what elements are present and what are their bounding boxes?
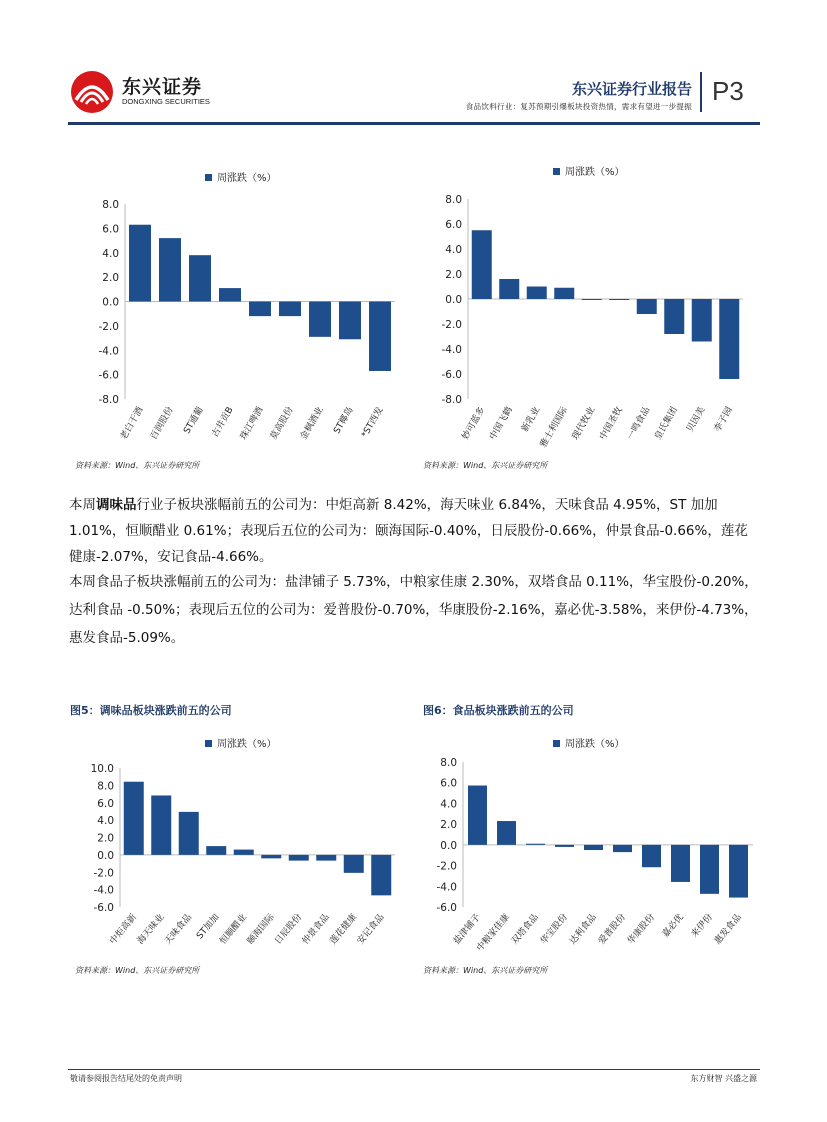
x-tick-label: 百润股份 <box>148 405 176 442</box>
bar <box>234 850 254 855</box>
bar <box>344 855 364 873</box>
bar <box>527 287 547 300</box>
y-tick-label: 2.0 <box>102 272 119 285</box>
p1-body: 行业子板块涨幅前五的公司为：中炬高新 8.42%，海天味业 6.84%，天味食品 4.95%，ST 加加 1.01%，恒顺醋业 0.61%；表现后五位的公司为：颐海国际-0.40%，日辰股份-0.66%，仲景食品-0.66%，莲花健康-2.07%，安记食品-4.66%。 <box>69 497 748 565</box>
y-tick-label: 6.0 <box>102 223 119 236</box>
legend-swatch <box>553 168 560 175</box>
bar <box>369 302 391 371</box>
bar <box>219 288 241 301</box>
x-tick-label: 恒顺醋业 <box>218 912 250 947</box>
y-tick-label: 8.0 <box>445 194 462 206</box>
y-tick-label: 2.0 <box>440 819 457 832</box>
header-rule <box>68 122 760 125</box>
figure-6-title: 图6：食品板块涨跌前五的公司 <box>423 704 574 717</box>
chart-4 <box>423 730 763 960</box>
bar <box>729 845 748 898</box>
bar <box>497 821 516 845</box>
x-tick-label: 仲景食品 <box>300 912 332 947</box>
x-tick-label: 中炬高新 <box>108 912 140 947</box>
header-divider <box>700 72 702 112</box>
y-tick-label: -4.0 <box>93 884 114 897</box>
x-tick-label: 贝因美 <box>685 405 708 434</box>
y-tick-label: 0.0 <box>97 849 114 862</box>
x-tick-label: 中粮家佳康 <box>475 912 512 954</box>
bar <box>609 299 629 300</box>
x-tick-label: 盐津铺子 <box>451 912 483 947</box>
x-tick-label: 颐海国际 <box>245 912 277 947</box>
x-tick-label: 中国飞鹤 <box>488 405 515 442</box>
y-tick-label: -4.0 <box>98 345 119 358</box>
bar <box>582 299 602 300</box>
footer-disclaimer: 敬请参阅报告结尾处的免责声明 <box>70 1074 182 1083</box>
x-tick-label: 新乳业 <box>520 405 543 434</box>
y-tick-label: -6.0 <box>436 902 457 914</box>
logo-text-en: DONGXING SECURITIES <box>122 97 210 106</box>
page-number: P3 <box>712 76 744 106</box>
bar <box>468 786 487 845</box>
y-tick-label: -2.0 <box>441 319 462 331</box>
y-tick-label: 0.0 <box>445 294 462 306</box>
y-tick-label: 4.0 <box>440 798 457 811</box>
x-tick-label: 海天味业 <box>135 912 167 947</box>
y-tick-label: 4.0 <box>102 247 119 260</box>
y-tick-label: 6.0 <box>440 777 457 790</box>
x-tick-label: 老白干酒 <box>118 405 146 442</box>
x-tick-label: 华康股份 <box>625 912 657 947</box>
chart-2 <box>423 160 763 460</box>
y-tick-label: 10.0 <box>90 763 114 775</box>
x-tick-label: 中国圣牧 <box>598 405 625 442</box>
bar <box>189 255 211 301</box>
legend-label: 周涨跌（%） <box>217 739 277 750</box>
legend-swatch <box>205 174 212 181</box>
y-tick-label: 4.0 <box>97 815 114 828</box>
y-tick-label: -6.0 <box>93 902 114 914</box>
y-tick-label: 0.0 <box>102 296 119 309</box>
bar <box>637 299 657 314</box>
bar <box>555 845 574 847</box>
bar <box>316 855 336 861</box>
bar <box>279 302 301 317</box>
chart-2-source: 资料来源：Wind、东兴证券研究所 <box>423 461 548 470</box>
y-tick-label: 8.0 <box>97 780 114 793</box>
x-tick-label: 日辰股份 <box>273 912 305 947</box>
figure-5-title: 图5：调味品板块涨跌前五的公司 <box>70 704 232 717</box>
x-tick-label: 莲花健康 <box>328 912 360 947</box>
bar <box>124 782 144 855</box>
logo-text-cn: 东兴证券 <box>122 76 203 98</box>
x-tick-label: *ST西发 <box>360 405 386 440</box>
bar <box>249 302 271 317</box>
bar <box>472 230 492 299</box>
y-tick-label: -6.0 <box>441 369 462 381</box>
x-tick-label: 莫高股份 <box>268 405 296 442</box>
bar <box>309 302 331 337</box>
bar <box>642 845 661 867</box>
x-tick-label: 华宝股份 <box>538 912 570 947</box>
x-tick-label: 一鸣食品 <box>625 405 653 442</box>
y-tick-label: -6.0 <box>98 369 119 382</box>
x-tick-label: 皇氏集团 <box>653 405 680 442</box>
bar <box>613 845 632 852</box>
chart-3 <box>75 730 405 960</box>
bar <box>664 299 684 334</box>
logo-emblem-icon <box>70 70 114 114</box>
bar <box>700 845 719 894</box>
x-tick-label: ST椰岛 <box>332 405 356 436</box>
report-subtitle: 食品饮料行业：复苏预期引爆板块投资热情，需求有望进一步提振 <box>465 102 692 111</box>
paragraph-seasoning <box>69 492 759 570</box>
bar <box>179 812 199 855</box>
legend-swatch <box>205 740 212 747</box>
p1-prefix: 本周 <box>69 497 96 513</box>
y-tick-label: 4.0 <box>445 244 462 256</box>
bar <box>371 855 391 895</box>
p1-keyword: 调味品 <box>96 497 137 513</box>
x-tick-label: 金枫酒业 <box>298 405 326 442</box>
chart-1-source: 资料来源：Wind、东兴证券研究所 <box>75 461 200 470</box>
chart-4-source: 资料来源：Wind、东兴证券研究所 <box>423 966 548 975</box>
footer-slogan: 东方财智 兴盛之源 <box>690 1074 757 1083</box>
x-tick-label: 达利食品 <box>567 912 599 947</box>
x-tick-label: 天味食品 <box>163 912 195 947</box>
y-tick-label: -4.0 <box>436 881 457 894</box>
bar <box>499 279 519 299</box>
x-tick-label: 嘉必优 <box>660 912 686 940</box>
legend-swatch <box>553 740 560 747</box>
bar <box>671 845 690 882</box>
bar <box>719 299 739 379</box>
bar <box>526 844 545 845</box>
bar <box>151 795 171 854</box>
bar <box>554 288 574 299</box>
x-tick-label: 古井贡B <box>210 405 236 440</box>
y-tick-label: 8.0 <box>440 757 457 769</box>
bar <box>206 846 226 855</box>
y-tick-label: -8.0 <box>98 394 119 406</box>
y-tick-label: -2.0 <box>93 867 114 880</box>
x-tick-label: 珠江啤酒 <box>238 405 266 442</box>
y-tick-label: -2.0 <box>98 320 119 333</box>
company-logo <box>70 70 210 114</box>
y-tick-label: 6.0 <box>445 219 462 231</box>
bar <box>261 855 281 858</box>
bar <box>584 845 603 850</box>
bar <box>289 855 309 861</box>
x-tick-label: 安记食品 <box>355 912 387 947</box>
y-tick-label: 2.0 <box>445 269 462 281</box>
x-tick-label: 雅士利国际 <box>538 405 570 450</box>
y-tick-label: 6.0 <box>97 797 114 810</box>
y-tick-label: -4.0 <box>441 344 462 356</box>
footer-rule <box>68 1069 760 1070</box>
x-tick-label: ST通葡 <box>182 405 206 436</box>
bar <box>159 238 181 301</box>
legend-label: 周涨跌（%） <box>565 739 625 750</box>
bar <box>692 299 712 342</box>
y-tick-label: -2.0 <box>436 860 457 873</box>
y-tick-label: 2.0 <box>97 832 114 845</box>
chart-1 <box>75 160 405 460</box>
x-tick-label: 李子园 <box>712 405 735 434</box>
paragraph-food: 本周食品子板块涨幅前五的公司为：盐津铺子 5.73%，中粮家佳康 2.30%，双塔食品 0.11%，华宝股份-0.20%，达利食品 -0.50%；表现后五位的公司为：爱普股份-0.70%，华康股份-2.16%，嘉必优-3.58%，来伊份-4.73%，惠发食品-5.09%。 <box>69 574 758 646</box>
x-tick-label: 妙可蓝多 <box>460 405 488 442</box>
x-tick-label: 现代牧业 <box>570 405 598 442</box>
bar <box>339 302 361 340</box>
y-tick-label: 8.0 <box>102 199 119 211</box>
chart-3-source: 资料来源：Wind、东兴证券研究所 <box>75 966 200 975</box>
bar <box>129 225 151 302</box>
x-tick-label: 惠发食品 <box>712 912 744 947</box>
report-title: 东兴证券行业报告 <box>571 80 692 98</box>
legend-label: 周涨跌（%） <box>217 173 277 184</box>
y-tick-label: -8.0 <box>441 394 462 406</box>
x-tick-label: 来伊份 <box>689 912 715 940</box>
x-tick-label: ST加加 <box>195 912 222 942</box>
y-tick-label: 0.0 <box>440 839 457 852</box>
legend-label: 周涨跌（%） <box>565 167 625 178</box>
x-tick-label: 爱普股份 <box>596 912 628 947</box>
x-tick-label: 双塔食品 <box>509 912 541 947</box>
